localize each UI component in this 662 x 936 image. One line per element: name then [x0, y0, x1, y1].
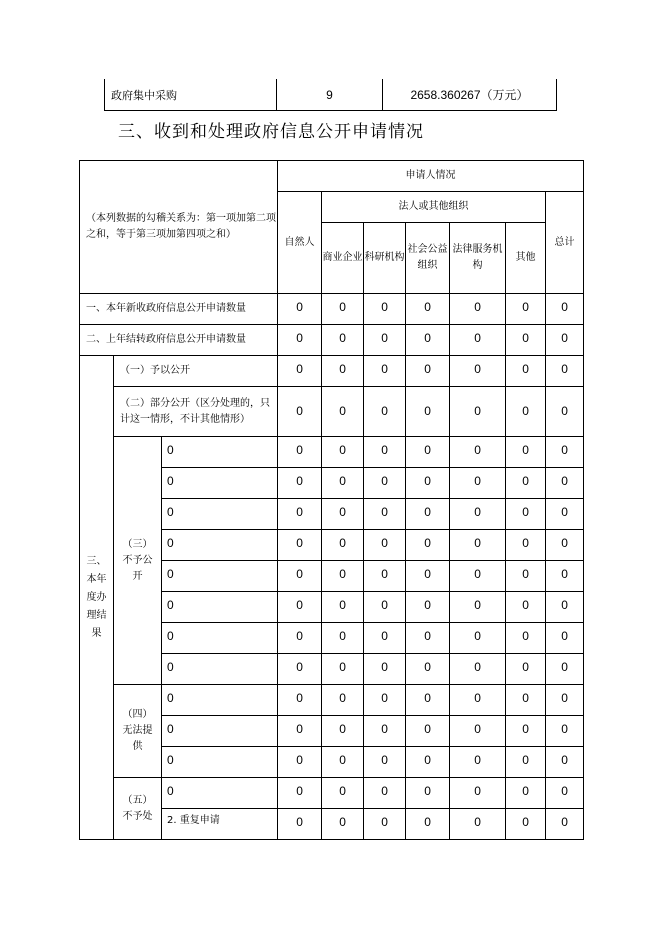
- cell-value: 0: [364, 530, 406, 561]
- cell-value: 0: [322, 437, 364, 468]
- legal-person-header: 法人或其他组织: [322, 192, 546, 223]
- cell-value: 0: [546, 809, 584, 840]
- sub-label: 0: [162, 747, 278, 778]
- cell-value: 0: [322, 809, 364, 840]
- cell-value: 0: [278, 592, 322, 623]
- sub-label: 0: [162, 561, 278, 592]
- cell-value: 0: [322, 294, 364, 325]
- cell-value: 0: [322, 716, 364, 747]
- cell-value: 0: [364, 809, 406, 840]
- cell-value: 0: [322, 778, 364, 809]
- cell-value: 0: [506, 778, 546, 809]
- cell-value: 0: [406, 325, 450, 356]
- sub-label: 0: [162, 778, 278, 809]
- cell-value: 0: [364, 356, 406, 387]
- cell-value: 0: [278, 325, 322, 356]
- cell-value: 0: [450, 437, 506, 468]
- col-commercial-enterprise: 商业企业: [322, 223, 364, 294]
- cell-value: 0: [450, 592, 506, 623]
- cell-value: 0: [278, 437, 322, 468]
- cell-value: 0: [506, 747, 546, 778]
- cell-value: 0: [364, 387, 406, 437]
- cell-value: 0: [406, 592, 450, 623]
- cell-value: 0: [450, 685, 506, 716]
- cell-value: 0: [322, 499, 364, 530]
- row-label: 一、本年新收政府信息公开申请数量: [80, 294, 278, 325]
- cell-value: 0: [278, 356, 322, 387]
- cell-value: 0: [450, 716, 506, 747]
- section-3-label: 三、本年度办理结果: [80, 356, 114, 840]
- cell-value: 0: [506, 294, 546, 325]
- cell-value: 0: [406, 685, 450, 716]
- cell-value: 0: [450, 654, 506, 685]
- cell-value: 0: [506, 654, 546, 685]
- cell-value: 0: [364, 747, 406, 778]
- col-legal-service: 法律服务机构: [450, 223, 506, 294]
- cell-value: 0: [546, 716, 584, 747]
- table-row: [80, 778, 584, 809]
- cell-value: 0: [406, 294, 450, 325]
- table-row: [80, 437, 584, 468]
- cell-value: 0: [364, 778, 406, 809]
- row-label: （一）予以公开: [114, 356, 278, 387]
- cell-value: 0: [364, 325, 406, 356]
- cell-value: 0: [450, 747, 506, 778]
- cell-value: 0: [278, 778, 322, 809]
- cell-value: 0: [322, 623, 364, 654]
- cell-value: 0: [546, 468, 584, 499]
- cell-value: 0: [406, 437, 450, 468]
- sub-label: 0: [162, 716, 278, 747]
- cell-value: 0: [450, 356, 506, 387]
- cell-value: 0: [450, 530, 506, 561]
- sub-label: 0: [162, 499, 278, 530]
- table-row: [80, 294, 584, 325]
- cell-value: 0: [364, 437, 406, 468]
- cell-value: 0: [278, 294, 322, 325]
- cell-value: 0: [278, 685, 322, 716]
- cell-value: 0: [364, 499, 406, 530]
- cell-value: 0: [406, 561, 450, 592]
- cell-value: 0: [506, 685, 546, 716]
- cell-value: 0: [406, 499, 450, 530]
- cell-value: 0: [364, 561, 406, 592]
- cell-value: 0: [506, 387, 546, 437]
- cell-value: 0: [450, 561, 506, 592]
- cell-value: 0: [546, 654, 584, 685]
- table-row: [80, 325, 584, 356]
- cell-value: 0: [278, 623, 322, 654]
- cell-value: 0: [506, 623, 546, 654]
- procurement-label: 政府集中采购: [105, 79, 277, 111]
- cell-value: 0: [546, 325, 584, 356]
- cell-value: 0: [322, 325, 364, 356]
- col-other: 其他: [506, 223, 546, 294]
- section-heading: 三、收到和处理政府信息公开申请情况: [118, 122, 424, 142]
- cell-value: 0: [278, 747, 322, 778]
- cell-value: 0: [322, 654, 364, 685]
- cell-value: 0: [546, 499, 584, 530]
- row-label: （二）部分公开（区分处理的，只计这一情形，不计其他情形）: [114, 387, 278, 437]
- cell-value: 0: [546, 356, 584, 387]
- cell-value: 0: [546, 592, 584, 623]
- cell-value: 0: [322, 747, 364, 778]
- cell-value: 0: [406, 623, 450, 654]
- cell-value: 0: [322, 685, 364, 716]
- sub-label: 0: [162, 623, 278, 654]
- natural-person-header: 自然人: [278, 192, 322, 294]
- cell-value: 0: [406, 809, 450, 840]
- cell-value: 0: [322, 592, 364, 623]
- sub-label: 2. 重复申请: [162, 809, 278, 840]
- col-public-welfare: 社会公益组织: [406, 223, 450, 294]
- sub-label: 0: [162, 654, 278, 685]
- sub-label: 0: [162, 468, 278, 499]
- cell-value: 0: [406, 654, 450, 685]
- cell-value: 0: [278, 716, 322, 747]
- row-label: 二、上年结转政府信息公开申请数量: [80, 325, 278, 356]
- cell-value: 0: [406, 747, 450, 778]
- cell-value: 0: [278, 468, 322, 499]
- procurement-row: [105, 79, 557, 111]
- cell-value: 0: [546, 685, 584, 716]
- applicant-situation-header: 申请人情况: [278, 161, 584, 192]
- cell-value: 0: [322, 387, 364, 437]
- cell-value: 0: [450, 499, 506, 530]
- cell-value: 0: [278, 809, 322, 840]
- cell-value: 0: [546, 747, 584, 778]
- cell-value: 0: [278, 654, 322, 685]
- cell-value: 0: [546, 530, 584, 561]
- cell-value: 0: [450, 809, 506, 840]
- procurement-amount: 2658.360267（万元）: [383, 79, 557, 111]
- cell-value: 0: [406, 387, 450, 437]
- cell-value: 0: [450, 778, 506, 809]
- cell-value: 0: [450, 623, 506, 654]
- cell-value: 0: [322, 468, 364, 499]
- cell-value: 0: [506, 468, 546, 499]
- cell-value: 0: [406, 778, 450, 809]
- cell-value: 0: [450, 468, 506, 499]
- cell-value: 0: [546, 561, 584, 592]
- cell-value: 0: [506, 716, 546, 747]
- cell-value: 0: [278, 387, 322, 437]
- cell-value: 0: [506, 356, 546, 387]
- table-row: [80, 387, 584, 437]
- sub-label: 0: [162, 437, 278, 468]
- cell-value: 0: [546, 294, 584, 325]
- procurement-table: [104, 79, 557, 111]
- total-header: 总计: [546, 192, 584, 294]
- cell-value: 0: [406, 468, 450, 499]
- cell-value: 0: [364, 623, 406, 654]
- cell-value: 0: [406, 356, 450, 387]
- cell-value: 0: [278, 499, 322, 530]
- sub-label: 0: [162, 530, 278, 561]
- cell-value: 0: [506, 561, 546, 592]
- sub-label: 0: [162, 685, 278, 716]
- cell-value: 0: [364, 592, 406, 623]
- cell-value: 0: [546, 778, 584, 809]
- sub-label: 0: [162, 592, 278, 623]
- cell-value: 0: [322, 530, 364, 561]
- procurement-count: 9: [277, 79, 383, 111]
- cell-value: 0: [506, 437, 546, 468]
- col-research-institution: 科研机构: [364, 223, 406, 294]
- unable-provide-label: （四）无法提供: [114, 685, 162, 778]
- cell-value: 0: [322, 561, 364, 592]
- cell-value: 0: [546, 387, 584, 437]
- cell-value: 0: [450, 387, 506, 437]
- cell-value: 0: [278, 561, 322, 592]
- cell-value: 0: [506, 592, 546, 623]
- cell-value: 0: [450, 325, 506, 356]
- cell-value: 0: [364, 685, 406, 716]
- withhold-label: （三）不予公开: [114, 437, 162, 685]
- cell-value: 0: [364, 294, 406, 325]
- cell-value: 0: [506, 325, 546, 356]
- cell-value: 0: [406, 530, 450, 561]
- cell-value: 0: [546, 437, 584, 468]
- cell-value: 0: [364, 468, 406, 499]
- cell-value: 0: [364, 654, 406, 685]
- cell-value: 0: [506, 809, 546, 840]
- cell-value: 0: [364, 716, 406, 747]
- cell-value: 0: [546, 623, 584, 654]
- not-processed-label: （五）不予处: [114, 778, 162, 840]
- cell-value: 0: [450, 294, 506, 325]
- formula-note: （本列数据的勾稽关系为：第一项加第二项之和，等于第三项加第四项之和）: [80, 161, 278, 294]
- table-row: [80, 356, 584, 387]
- table-row: [80, 685, 584, 716]
- cell-value: 0: [322, 356, 364, 387]
- cell-value: 0: [406, 716, 450, 747]
- cell-value: 0: [506, 530, 546, 561]
- disclosure-table: [79, 160, 584, 840]
- cell-value: 0: [278, 530, 322, 561]
- cell-value: 0: [506, 499, 546, 530]
